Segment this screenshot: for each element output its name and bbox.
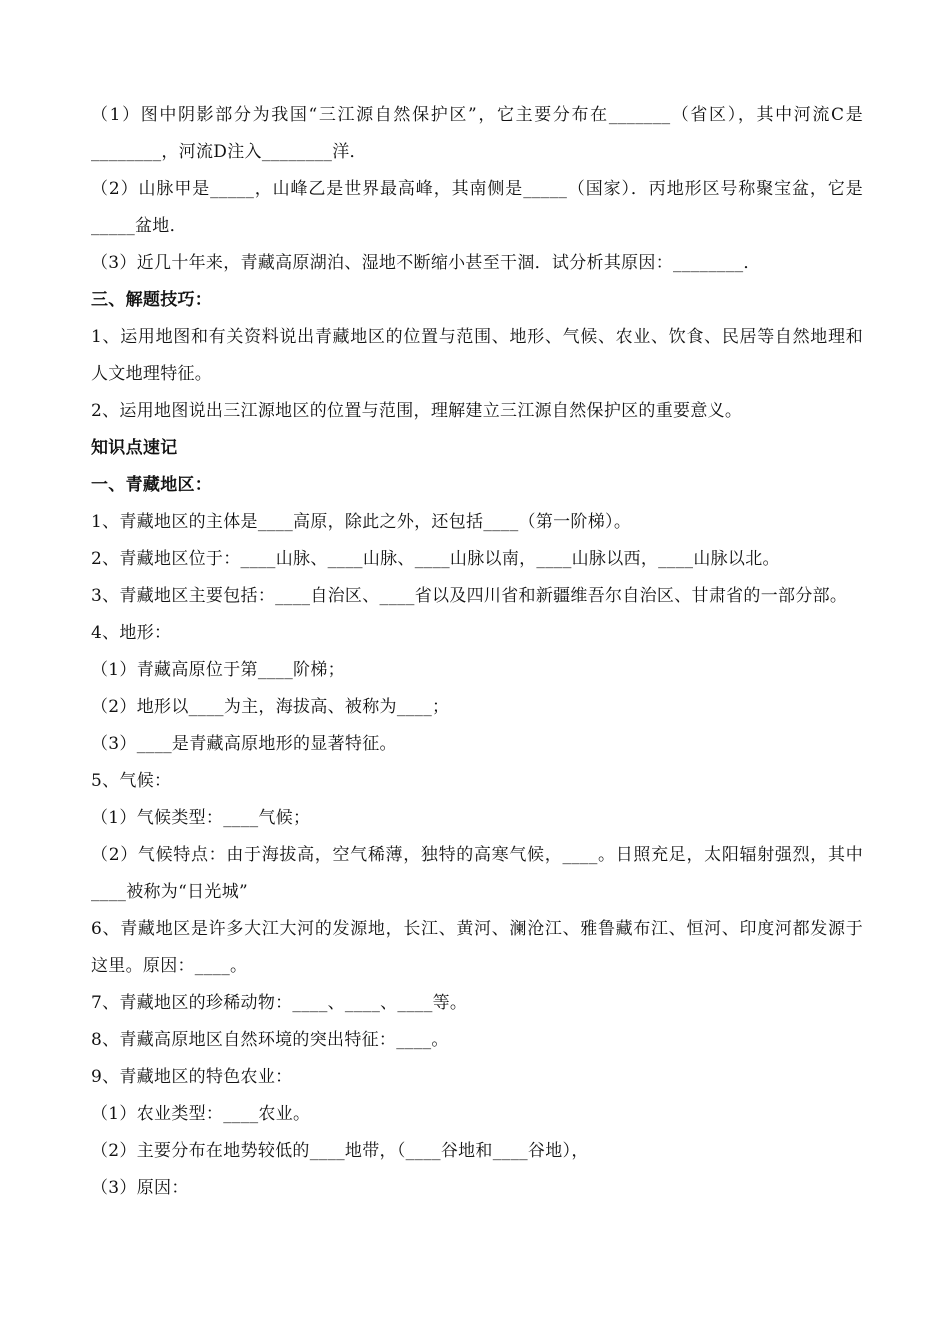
knowledge-item-9-1: （1）农业类型：____农业。 xyxy=(91,1104,311,1124)
document-page xyxy=(91,97,863,1207)
knowledge-item-5-1: （1）气候类型：____气候； xyxy=(91,808,311,828)
question-1-line: （1）图中阴影部分为我国“三江源自然保护区”，它主要分布在_______（省区），其中河流C是________，河流D注入________洋． xyxy=(91,105,863,162)
knowledge-item-1: 1、青藏地区的主体是____高原，除此之外，还包括____（第一阶梯）。 xyxy=(91,512,632,532)
knowledge-item-5-2: （2）气候特点：由于海拔高，空气稀薄，独特的高寒气候，____。日照充足，太阳辐射强烈，其中____被称为“日光城” xyxy=(91,845,863,902)
knowledge-item-9-3: （3）原因： xyxy=(91,1178,189,1198)
technique-2-line: 2、运用地图说出三江源地区的位置与范围，理解建立三江源自然保护区的重要意义。 xyxy=(91,401,743,421)
knowledge-item-4: 4、地形： xyxy=(91,623,172,643)
knowledge-item-5: 5、气候： xyxy=(91,771,172,791)
knowledge-item-8: 8、青藏高原地区自然环境的突出特征：____。 xyxy=(91,1030,449,1050)
section-heading-techniques: 三、解题技巧： xyxy=(91,290,213,310)
section-heading-qingzang: 一、青藏地区： xyxy=(91,475,213,495)
question-3-line: （3）近几十年来，青藏高原湖泊、湿地不断缩小甚至干涸．试分析其原因：________． xyxy=(91,253,761,273)
knowledge-item-3: 3、青藏地区主要包括：____自治区、____省以及四川省和新疆维吾尔自治区、甘肃省的一部分部。 xyxy=(91,586,848,606)
technique-1-line: 1、运用地图和有关资料说出青藏地区的位置与范围、地形、气候、农业、饮食、民居等自然地理和人文地理特征。 xyxy=(91,327,863,384)
knowledge-item-4-3: （3）____是青藏高原地形的显著特征。 xyxy=(91,734,397,754)
knowledge-item-6: 6、青藏地区是许多大江大河的发源地，长江、黄河、澜沧江、雅鲁藏布江、恒河、印度河都发源于这里。原因：____。 xyxy=(91,919,863,976)
question-2-line: （2）山脉甲是_____，山峰乙是世界最高峰，其南侧是_____（国家）．丙地形区号称聚宝盆，它是_____盆地． xyxy=(91,179,863,236)
knowledge-item-9-2: （2）主要分布在地势较低的____地带，（____谷地和____谷地）， xyxy=(91,1141,589,1161)
knowledge-item-9: 9、青藏地区的特色农业： xyxy=(91,1067,293,1087)
knowledge-item-4-1: （1）青藏高原位于第____阶梯； xyxy=(91,660,345,680)
knowledge-item-2: 2、青藏地区位于：____山脉、____山脉、____山脉以南，____山脉以西，____山脉以北。 xyxy=(91,549,780,569)
section-heading-knowledge: 知识点速记 xyxy=(91,438,178,458)
knowledge-item-7: 7、青藏地区的珍稀动物：____、____、____等。 xyxy=(91,993,468,1013)
knowledge-item-4-2: （2）地形以____为主，海拔高、被称为____； xyxy=(91,697,450,717)
